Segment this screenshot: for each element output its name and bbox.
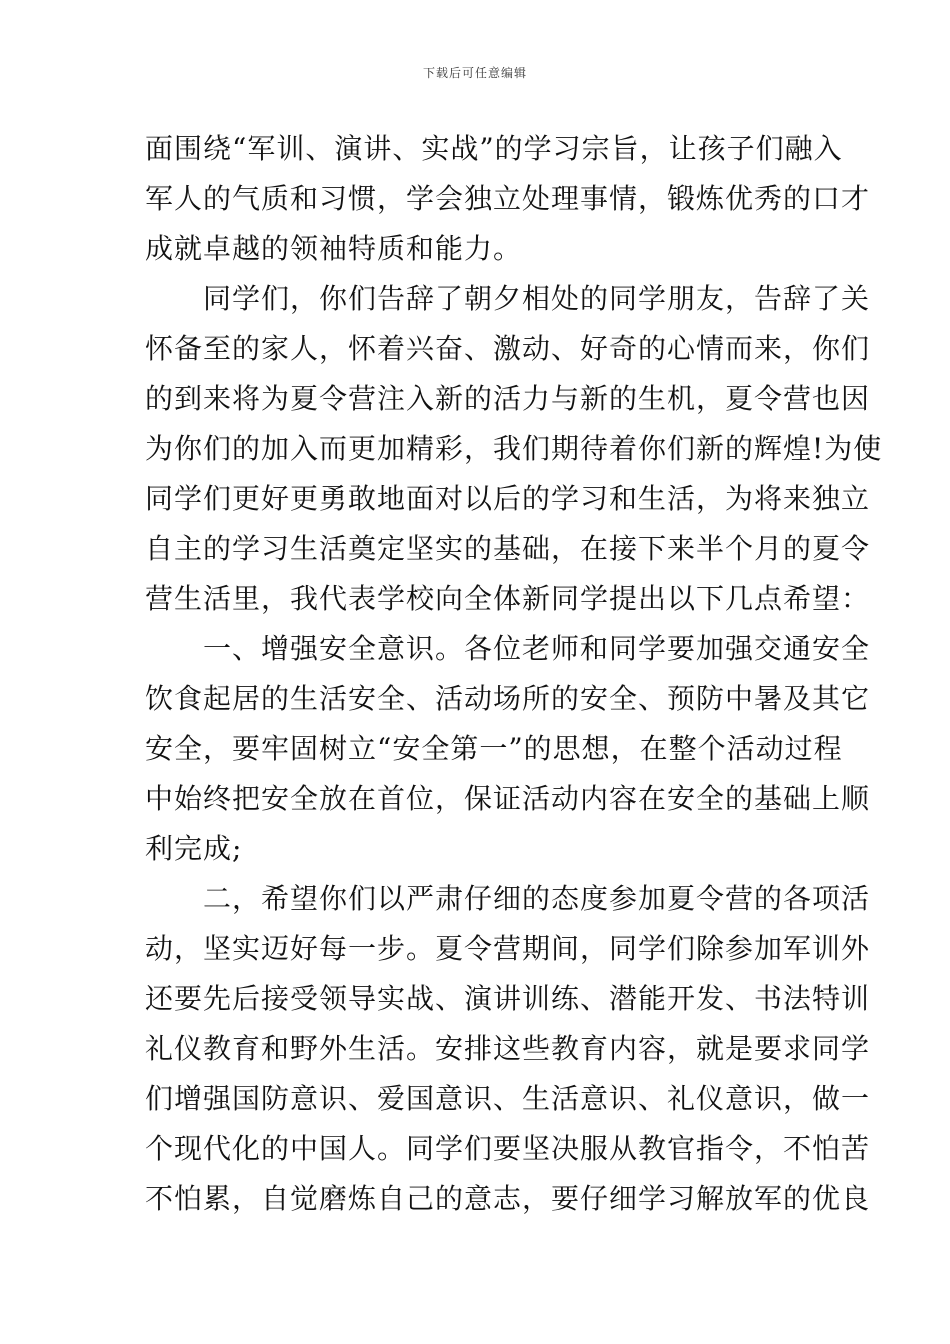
text-line: 军人的气质和习惯，学会独立处理事情，锻炼优秀的口才 <box>145 182 871 215</box>
text-line: 不怕累，自觉磨炼自己的意志，要仔细学习解放军的优良 <box>145 1182 871 1215</box>
text-line: 利完成; <box>145 832 243 865</box>
text-line: 还要先后接受领导实战、演讲训练、潜能开发、书法特训 <box>145 982 871 1015</box>
text-line: 饮食起居的生活安全、活动场所的安全、预防中暑及其它 <box>145 682 871 715</box>
text-line: 礼仪教育和野外生活。安排这些教育内容，就是要求同学 <box>145 1032 871 1065</box>
text-line: 安全，要牢固树立“安全第一”的思想，在整个活动过程 <box>145 732 843 765</box>
text-line: 同学们更好更勇敢地面对以后的学习和生活，为将来独立 <box>145 482 871 515</box>
text-line: 二，希望你们以严肃仔细的态度参加夏令营的各项活 <box>145 882 871 915</box>
text-line: 中始终把安全放在首位，保证活动内容在安全的基础上顺 <box>145 782 871 815</box>
text-line: 怀备至的家人，怀着兴奋、激动、好奇的心情而来，你们 <box>145 332 871 365</box>
text-line: 为你们的加入而更加精彩，我们期待着你们新的辉煌!为使 <box>145 432 883 465</box>
page-header-note: 下载后可任意编辑 <box>422 66 527 80</box>
text-line: 成就卓越的领袖特质和能力。 <box>145 232 523 265</box>
text-line: 个现代化的中国人。同学们要坚决服从教官指令，不怕苦 <box>145 1132 871 1165</box>
text-line: 同学们，你们告辞了朝夕相处的同学朋友，告辞了关 <box>145 282 871 315</box>
document-body <box>145 124 883 1224</box>
text-line: 的到来将为夏令营注入新的活力与新的生机，夏令营也因 <box>145 382 871 415</box>
text-line: 营生活里，我代表学校向全体新同学提出以下几点希望： <box>145 582 871 615</box>
text-line: 们增强国防意识、爱国意识、生活意识、礼仪意识，做一 <box>145 1082 871 1115</box>
text-line: 一、增强安全意识。各位老师和同学要加强交通安全 <box>145 632 871 665</box>
text-line: 动，坚实迈好每一步。夏令营期间，同学们除参加军训外 <box>145 932 871 965</box>
text-line: 面围绕“军训、演讲、实战”的学习宗旨，让孩子们融入 <box>145 132 843 165</box>
text-line: 自主的学习生活奠定坚实的基础，在接下来半个月的夏令 <box>145 532 871 565</box>
